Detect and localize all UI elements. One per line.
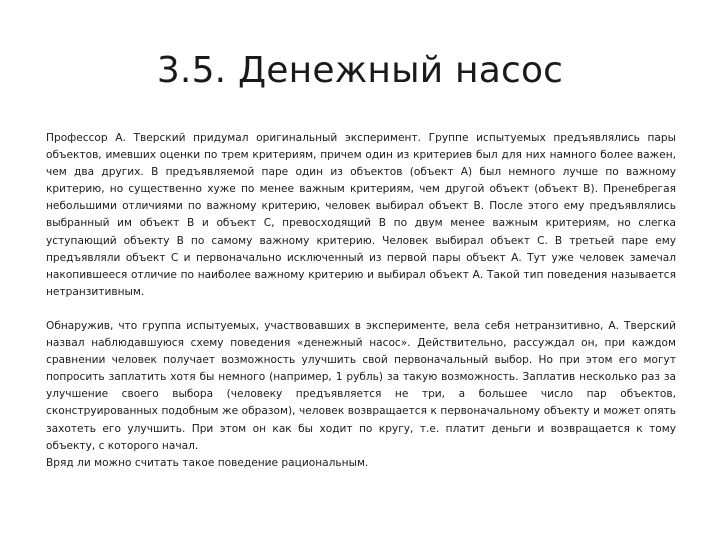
- slide-title: 3.5. Денежный насос: [156, 50, 564, 91]
- slide-body: [46, 130, 676, 472]
- paragraph-conclusion: Вряд ли можно считать такое поведение рациональным.: [46, 456, 369, 469]
- paragraph-money-pump: Обнаружив, что группа испытуемых, участвовавших в эксперименте, вела себя нетранзитивно, А. Тверский назвал наблюдавшуюся схему поведения «денежный насос». Действительно, рассуждал он, при каждом сравнении человек получает возможность улучшить свой первоначальный выбор. Но при этом его могут попросить заплатить хотя бы немного (например, 1 рубль) за такую возможность. Заплатив несколько раз за улучшение своего выбора (человеку предъявляется не три, а большее число пар объектов, сконструированных подобным же образом), человек возвращается к первоначальному объекту и может опять захотеть его улучшить. При этом он как бы ходит по кругу, т.е. платит деньги и возвращается к тому объекту, с которого начал.: [46, 319, 676, 452]
- paragraph-experiment: Профессор А. Тверский придумал оригинальный эксперимент. Группе испытуемых предъявлялись пары объектов, имевших оценки по трем критериям, причем один из критериев был для них намного более важен, чем два других. В предъявляемой паре один из объектов (объект А) был немного лучше по важному критерию, но существенно хуже по менее важным критериям, чем другой объект (объект В). Пренебрегая небольшими отличиями по важному критерию, человек выбирал объект В. После этого ему предъявлялись выбранный им объект В и объект С, превосходящий В по двум менее важным критериям, но слегка уступающий объекту В по самому важному критерию. Человек выбирал объект С. В третьей паре ему предъявляли объект С и первоначально исключенный из первой пары объект А. Тут уже человек замечал накопившееся отличие по наиболее важному критерию и выбирал объект А. Такой тип поведения называется нетранзитивным.: [46, 132, 676, 298]
